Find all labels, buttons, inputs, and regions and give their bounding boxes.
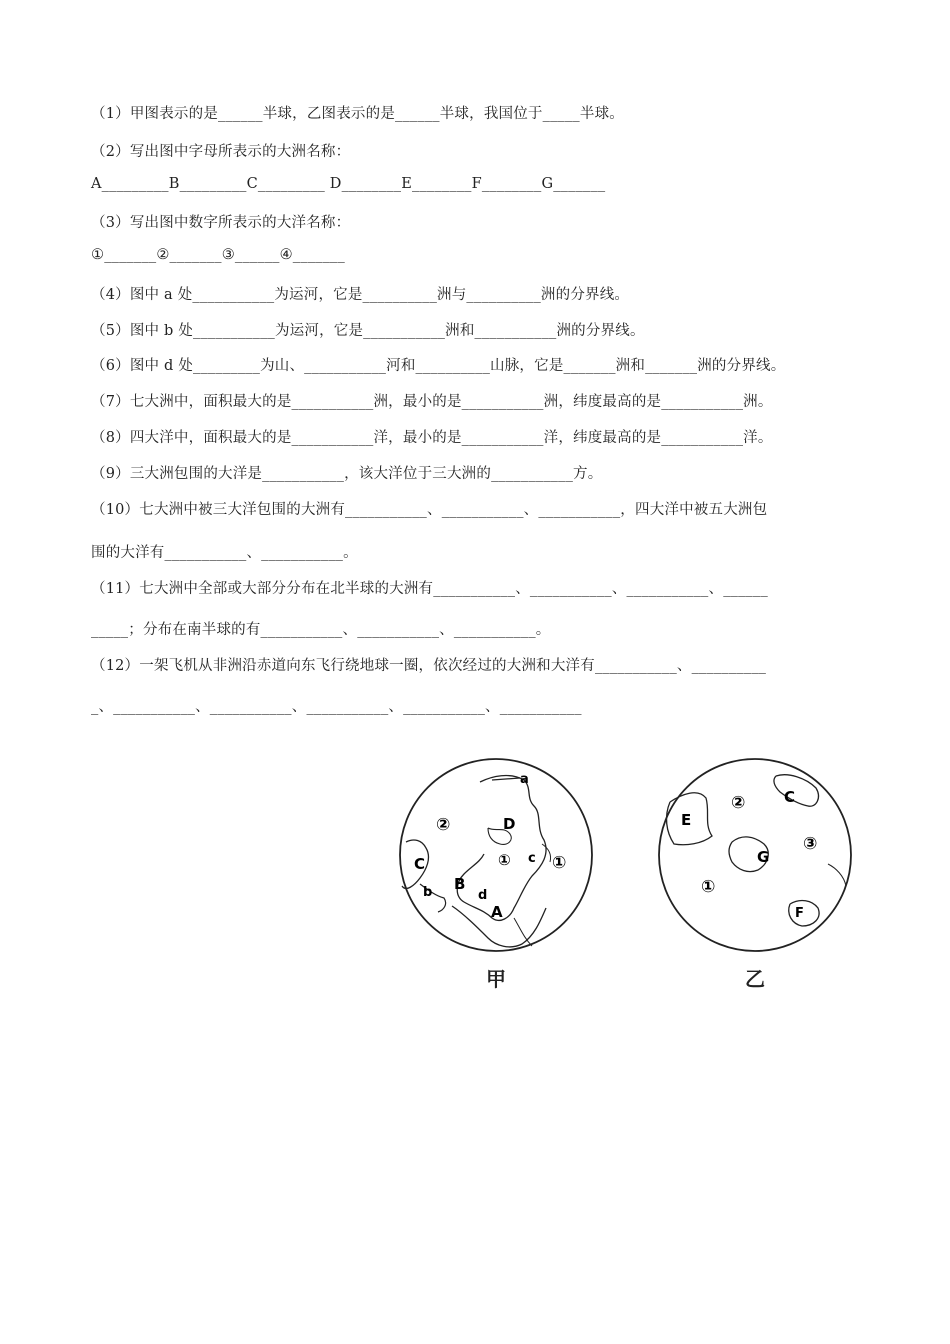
hemisphere-figure [392, 758, 862, 994]
map-label: G [757, 848, 770, 866]
hemisphere-maps [392, 758, 862, 994]
map-label: ① [552, 853, 567, 873]
question-6: （6）图中 d 处_________为山、___________河和__________山脉，它是_______洲和_______洲的分界线。 [91, 358, 786, 374]
map-label: a [520, 772, 529, 787]
map-label: ② [436, 815, 451, 835]
question-2-blanks: A_________B_________C_________ D________E________F________G_______ [91, 176, 606, 192]
map-label: D [503, 815, 516, 833]
map-label: ③ [803, 834, 818, 854]
figure-caption-jia: 甲 [486, 967, 506, 991]
question-5: （5）图中 b 处___________为运河，它是___________洲和___________洲的分界线。 [91, 323, 645, 339]
question-12: （12）一架飞机从非洲沿赤道向东飞行绕地球一圈，依次经过的大洲和大洋有___________、__________ [91, 658, 767, 674]
question-9: （9）三大洲包围的大洋是___________，该大洋位于三大洲的___________方。 [91, 466, 603, 482]
question-8: （8）四大洋中，面积最大的是___________洋，最小的是___________洋，纬度最高的是___________洋。 [91, 430, 773, 446]
map-label: b [423, 885, 433, 900]
question-3-blanks: ①_______②_______③______④_______ [91, 247, 345, 263]
question-11: （11）七大洲中全部或大部分分布在北半球的大洲有___________、___________、___________、______ [91, 581, 768, 597]
question-7: （7）七大洲中，面积最大的是___________洲，最小的是___________洲，纬度最高的是___________洲。 [91, 394, 773, 410]
map-label: F [795, 906, 804, 921]
question-10: （10）七大洲中被三大洋包围的大洲有___________、___________、___________，四大洋中被五大洲包 [91, 502, 768, 518]
question-1: （1）甲图表示的是______半球，乙图表示的是______半球，我国位于_____半球。 [91, 106, 624, 122]
northern-hemisphere-map [400, 759, 592, 951]
question-2: （2）写出图中字母所表示的大洲名称： [91, 144, 351, 160]
map-label: d [478, 888, 488, 903]
figure-caption-yi: 乙 [745, 967, 765, 991]
question-11-cont: _____；分布在南半球的有___________、___________、___________。 [91, 622, 551, 638]
map-label: B [454, 875, 466, 893]
question-12-cont: _、___________、___________、___________、___________、___________ [91, 699, 582, 715]
map-label: A [491, 903, 503, 921]
map-label: C [784, 788, 796, 806]
map-label: ① [701, 877, 716, 897]
map-label: c [528, 851, 536, 866]
question-4: （4）图中 a 处___________为运河，它是__________洲与__________洲的分界线。 [91, 287, 630, 303]
map-label: C [414, 855, 426, 873]
question-10-cont: 围的大洋有___________、___________。 [91, 545, 358, 561]
southern-hemisphere-map [659, 759, 851, 951]
map-label: ① [498, 851, 511, 869]
map-label: ② [731, 793, 746, 813]
map-label: E [681, 811, 692, 829]
question-3: （3）写出图中数字所表示的大洋名称： [91, 215, 351, 231]
